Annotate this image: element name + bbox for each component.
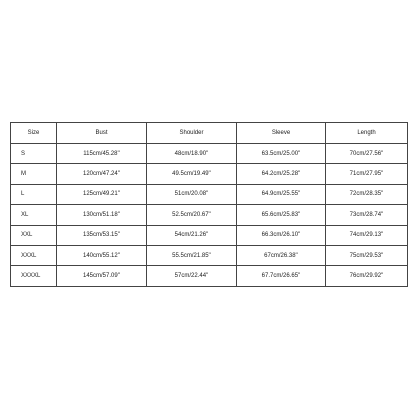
sleeve-cell: 66.3cm/26.10'' (237, 225, 326, 245)
sleeve-cell: 63.5cm/25.00'' (237, 144, 326, 164)
header-bust: Bust (57, 123, 147, 144)
shoulder-cell: 55.5cm/21.85'' (147, 245, 237, 265)
shoulder-cell: 52.5cm/20.67'' (147, 205, 237, 225)
table-row (11, 164, 408, 184)
table-row (11, 266, 408, 286)
table-row (11, 144, 408, 164)
bust-cell: 145cm/57.09'' (57, 266, 147, 286)
length-cell: 76cm/29.92'' (326, 266, 408, 286)
length-cell: 72cm/28.35'' (326, 184, 408, 204)
bust-cell: 125cm/49.21'' (57, 184, 147, 204)
sleeve-cell: 65.6cm/25.83'' (237, 205, 326, 225)
length-cell: 75cm/29.53'' (326, 245, 408, 265)
bust-cell: 120cm/47.24'' (57, 164, 147, 184)
sleeve-cell: 64.2cm/25.28'' (237, 164, 326, 184)
table-row (11, 205, 408, 225)
length-cell: 70cm/27.56'' (326, 144, 408, 164)
table-row (11, 225, 408, 245)
length-cell: 73cm/28.74'' (326, 205, 408, 225)
bust-cell: 135cm/53.15'' (57, 225, 147, 245)
header-row (11, 123, 408, 144)
shoulder-cell: 49.5cm/19.49'' (147, 164, 237, 184)
table-row (11, 184, 408, 204)
length-cell: 71cm/27.95'' (326, 164, 408, 184)
sleeve-cell: 67.7cm/26.65'' (237, 266, 326, 286)
shoulder-cell: 48cm/18.90'' (147, 144, 237, 164)
size-cell: M (11, 164, 57, 184)
size-cell: XXXXL (11, 266, 57, 286)
shoulder-cell: 57cm/22.44'' (147, 266, 237, 286)
header-shoulder: Shoulder (147, 123, 237, 144)
header-size: Size (11, 123, 57, 144)
sleeve-cell: 67cm/26.38'' (237, 245, 326, 265)
header-length: Length (326, 123, 408, 144)
bust-cell: 115cm/45.28'' (57, 144, 147, 164)
table-row (11, 245, 408, 265)
bust-cell: 130cm/51.18'' (57, 205, 147, 225)
size-cell: XXL (11, 225, 57, 245)
bust-cell: 140cm/55.12'' (57, 245, 147, 265)
length-cell: 74cm/29.13'' (326, 225, 408, 245)
shoulder-cell: 54cm/21.26'' (147, 225, 237, 245)
sleeve-cell: 64.9cm/25.55'' (237, 184, 326, 204)
size-cell: S (11, 144, 57, 164)
shoulder-cell: 51cm/20.08'' (147, 184, 237, 204)
size-cell: L (11, 184, 57, 204)
header-sleeve: Sleeve (237, 123, 326, 144)
size-chart-table (10, 122, 408, 287)
size-cell: XXXL (11, 245, 57, 265)
size-cell: XL (11, 205, 57, 225)
